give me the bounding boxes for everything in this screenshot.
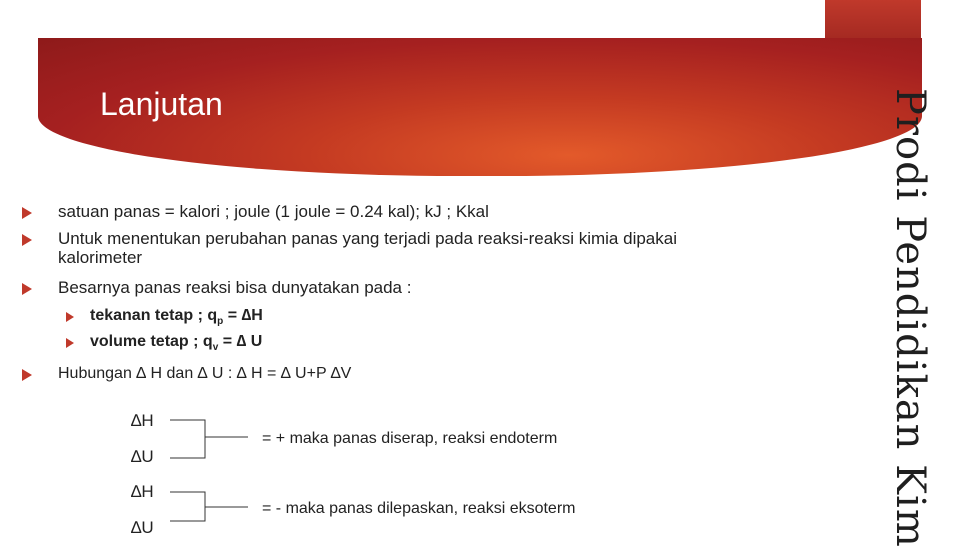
slide-title: Lanjutan (100, 86, 223, 122)
delta-u-symbol: ∆U (131, 447, 154, 466)
bullet-relation: Hubungan ∆ H dan ∆ U : ∆ H = ∆ U+P ∆V (58, 365, 352, 382)
bullet-calorimeter: Untuk menentukan perubahan panas yang terjadi pada reaksi-reaksi kimia dipakai (58, 229, 677, 248)
bullet-calorimeter-cont: kalorimeter (58, 248, 143, 267)
bullet-heat-reaction: Besarnya panas reaksi bisa dunyatakan pada : (58, 278, 412, 297)
delta-h-symbol: ∆H (131, 482, 154, 501)
subbullet-constant-volume: volume tetap ; $q_v$ = ∆ U (90, 333, 263, 354)
subbullet-constant-pressure: tekanan tetap ; $q_p = \Delta H$ (90, 307, 263, 328)
side-watermark: Prodi Pendidikan Kim (887, 88, 933, 548)
bullet-units: satuan panas = kalori ; joule (1 joule = 0.24 kal); kJ ; Kkal (58, 202, 489, 221)
delta-u-symbol: ∆U (131, 518, 154, 537)
delta-h-symbol: ∆H (131, 411, 154, 430)
endothermic-result: = + maka panas diserap, reaksi endoterm (262, 430, 558, 447)
exothermic-result: = - maka panas dilepaskan, reaksi eksoterm (262, 500, 576, 517)
